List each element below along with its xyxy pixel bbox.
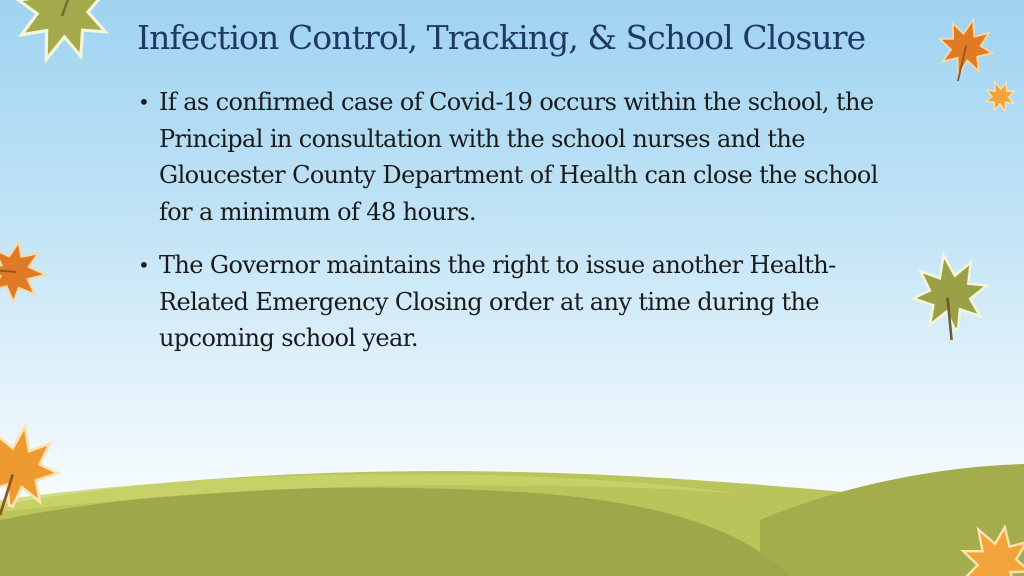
bullet-list	[138, 84, 898, 374]
maple-leaf-icon	[981, 77, 1019, 115]
bullet-dot: •	[138, 253, 150, 277]
bullet-dot: •	[138, 90, 150, 114]
maple-leaf-icon	[0, 239, 48, 305]
maple-leaf-icon	[907, 249, 995, 346]
maple-leaf-icon	[930, 13, 999, 88]
bullet-text: The Governor maintains the right to issue another Health-Related Emergency Closing order at any time during the upcoming school year.	[159, 251, 836, 352]
bullet-item	[138, 247, 898, 357]
bullet-text: If as confirmed case of Covid-19 occurs within the school, the Principal in consultation with the school nurses and the Gloucester County Department of Health can close the school for a minimum of 48 hours.	[159, 88, 878, 226]
slide-title: Infection Control, Tracking, & School Closure	[137, 18, 866, 57]
maple-leaf-icon	[3, 0, 126, 75]
bullet-item	[138, 84, 898, 230]
